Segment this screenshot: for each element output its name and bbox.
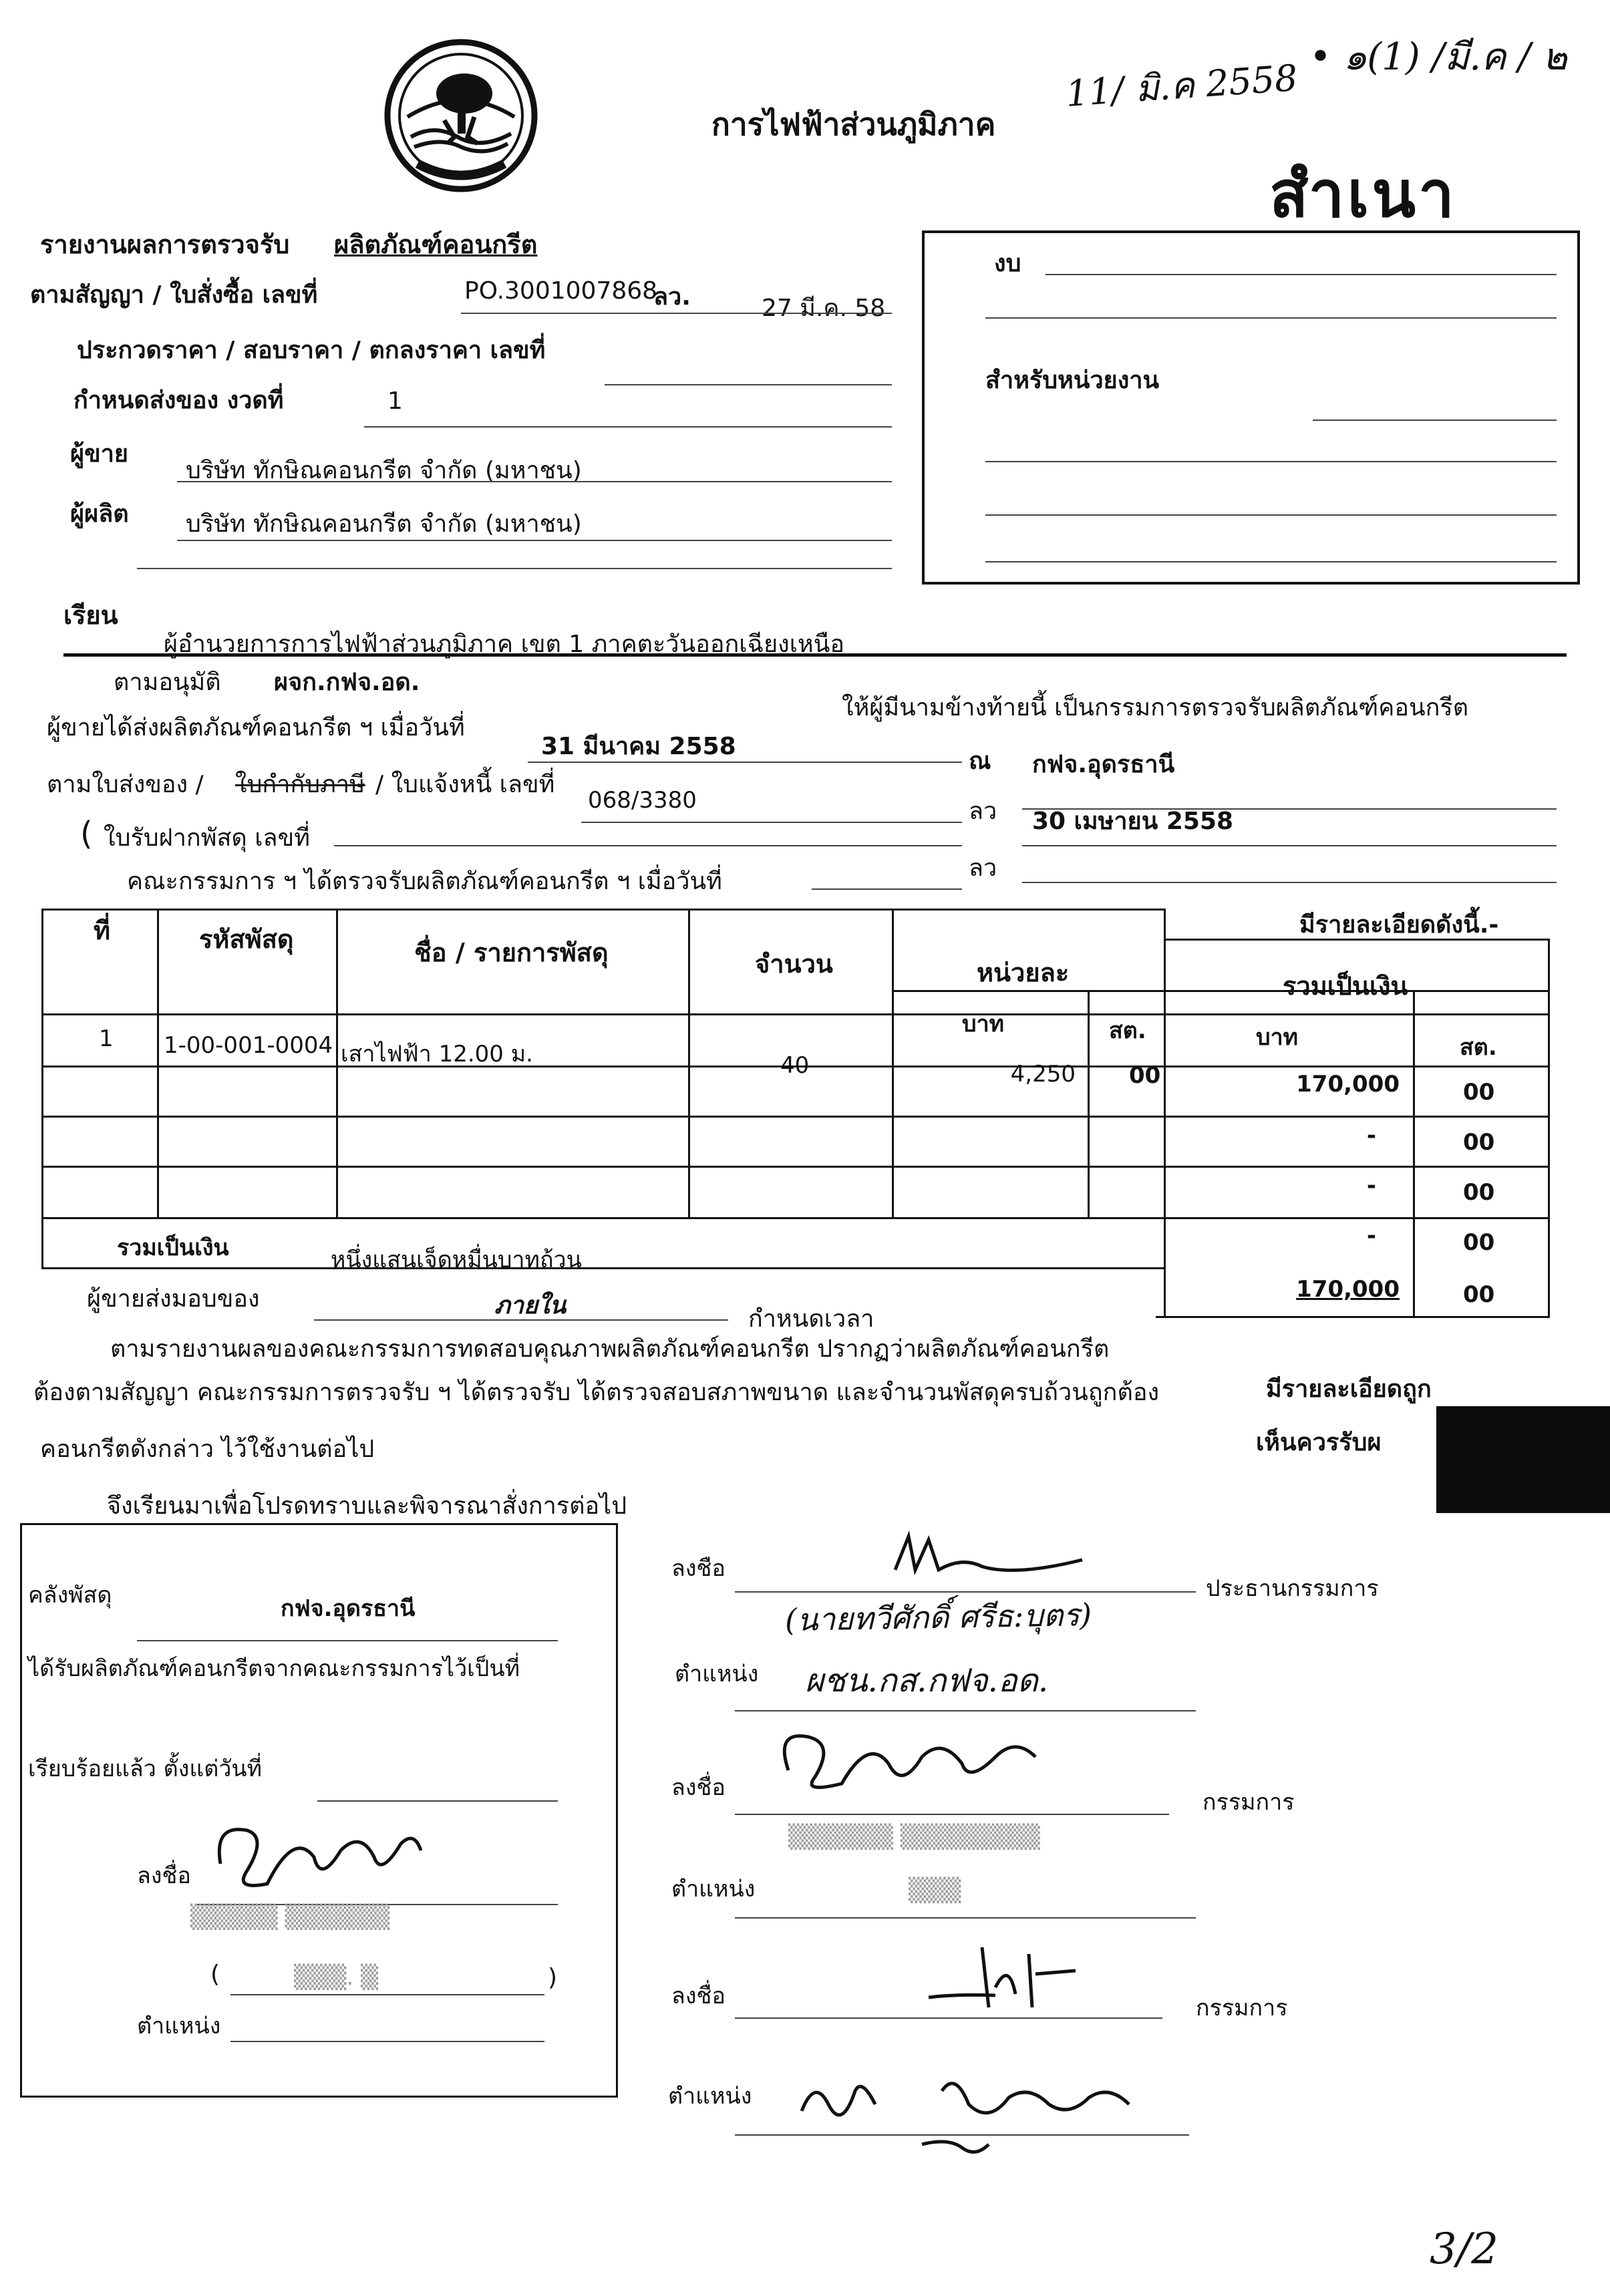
member1-position-label: ตำแหน่ง xyxy=(671,1876,756,1903)
sum-label: รวมเป็นเงิน xyxy=(117,1235,229,1261)
approval-value: ผจก.กฟจ.อด. xyxy=(274,669,420,696)
th-qty: จำนวน xyxy=(755,949,833,979)
deposit-label: ใบรับฝากพัสดุ เลขที่ xyxy=(104,824,310,852)
th-price-satang: สต. xyxy=(1109,1017,1146,1044)
unit-label: สำหรับหน่วยงาน xyxy=(985,367,1160,394)
cell-total-baht: 170,000 xyxy=(1296,1071,1400,1098)
cell-total-satang: 00 xyxy=(1463,1229,1495,1256)
cell-total-satang: 00 xyxy=(1463,1179,1495,1206)
para1-a: ตามรายงานผลของคณะกรรมการทดสอบคุณภาพผลิตภัณฑ์คอนกรีต ปรากฏว่าผลิตภัณฑ์คอนกรีต xyxy=(110,1335,1110,1363)
cell-total-satang: 00 xyxy=(1463,1079,1495,1106)
para4: จึงเรียนมาเพื่อโปรดทราบและพิจารณาสั่งการต่อไป xyxy=(107,1492,627,1520)
store-close-paren: ) xyxy=(548,1964,558,1991)
sent-label: ผู้ขายได้ส่งผลิตภัณฑ์คอนกรีต ฯ เมื่อวันที่ xyxy=(47,714,465,742)
cell-total-baht: - xyxy=(1366,1122,1376,1149)
member2-position-signature xyxy=(788,2064,1162,2167)
contract-label: ตามสัญญา / ใบสั่งซื้อ เลขที่ xyxy=(30,281,318,309)
org-name: การไฟฟ้าส่วนภูมิภาค xyxy=(711,106,996,142)
member2-position-label: ตำแหน่ง xyxy=(668,2083,752,2110)
sum-baht: 170,000 xyxy=(1296,1276,1400,1303)
store-signature xyxy=(207,1804,428,1907)
contract-date: 27 มี.ค. 58 xyxy=(762,295,886,322)
doc-label-b: / ใบแจ้งหนี้ เลขที่ xyxy=(375,771,555,798)
doc-date-label: ลว xyxy=(969,798,997,825)
deadline-label: กำหนดเวลา xyxy=(748,1305,874,1333)
para2: ต้องตามสัญญา คณะกรรมการตรวจรับ ฯ ได้ตรวจรับ ได้ตรวจสอบสภาพขนาด และจำนวนพัสดุครบถ้วนถูกต้อง xyxy=(33,1379,1160,1406)
cell-code: 1-00-001-0004 xyxy=(164,1032,333,1059)
chair-sign-label: ลงชือ xyxy=(671,1555,726,1582)
at-label: ณ xyxy=(969,748,991,775)
budget-box xyxy=(922,230,1580,585)
bid-label: ประกวดราคา / สอบราคา / ตกลงราคา เลขที่ xyxy=(77,337,546,364)
sent-date: 31 มีนาคม 2558 xyxy=(541,733,736,760)
th-price-baht: บาท xyxy=(962,1011,1005,1037)
maker-label: ผู้ผลิต xyxy=(70,500,129,528)
doc-label-a: ตามใบส่งของ / xyxy=(47,771,204,798)
sum-satang: 00 xyxy=(1463,1281,1495,1308)
seller-label: ผู้ขาย xyxy=(70,440,129,468)
store-label: คลังพัสดุ xyxy=(28,1582,112,1609)
report-title-prefix: รายงานผลการตรวจรับ xyxy=(40,230,290,259)
cell-qty: 40 xyxy=(780,1052,810,1079)
member2-sign-label: ลงชื่อ xyxy=(671,1983,726,2009)
to-text: ผู้อำนวยการการไฟฟ้าส่วนภูมิภาค เขต 1 ภาคตะวันออกเฉียงเหนือ xyxy=(164,631,845,658)
chair-signature xyxy=(882,1530,1096,1593)
deposit-date-label: ลว xyxy=(969,854,997,882)
member1-sign-label: ลงชื่อ xyxy=(671,1774,726,1801)
copy-stamp: สำเนา xyxy=(1269,157,1457,232)
store-value: กฟจ.อุดรธานี xyxy=(281,1595,416,1622)
para1-b: มีรายละเอียดถูก xyxy=(1266,1375,1432,1403)
chair-position-handwritten: ผชน.กส.กฟจ.อด. xyxy=(805,1662,1049,1699)
received-text: ได้รับผลิตภัณฑ์คอนกรีตจากคณะกรรมการไว้เป็นที่ xyxy=(28,1655,520,1682)
handwritten-date: 11/ มิ.ค 2558 xyxy=(1064,56,1299,116)
member2-label: กรรมการ xyxy=(1196,1995,1288,2021)
delivery-installment: 1 xyxy=(387,387,403,415)
maker-name: บริษัท ทักษิณคอนกรีต จำกัด (มหาชน) xyxy=(186,510,582,538)
chair-position-label: ตำแหน่ง xyxy=(675,1661,759,1687)
doc-no: 068/3380 xyxy=(588,787,697,814)
sum-words: หนึ่งแสนเจ็ดหมื่นบาทถ้วน xyxy=(331,1247,582,1273)
chair-name-handwritten: (นายทวีศักดิ์ ศรีธ:บุตร) xyxy=(784,1596,1092,1639)
member1-name-faint: ▒▒▒▒▒▒ ▒▒▒▒▒▒▒▒ xyxy=(788,1824,1040,1850)
approval-label: ตามอนุมัติ xyxy=(114,669,221,696)
cell-total-baht: - xyxy=(1366,1222,1376,1249)
contract-no: PO.3001007868 xyxy=(464,277,658,305)
page-number-handwritten: 3/2 xyxy=(1430,2225,1498,2274)
th-no: ที่ xyxy=(94,916,111,945)
store-name-faint: ▒▒▒▒▒ ▒▒▒▒▒▒ xyxy=(190,1904,390,1931)
delivery-label: กำหนดส่งของ งวดที่ xyxy=(73,387,284,414)
handwritten-ref: • ๑(1) /มี.ค / ๒ xyxy=(1309,35,1567,79)
member2-signature xyxy=(915,1934,1116,2023)
since-text: เรียบร้อยแล้ว ตั้งแต่วันที่ xyxy=(28,1756,263,1782)
cell-price-baht: 4,250 xyxy=(1010,1061,1076,1088)
deposit-bracket: ( xyxy=(80,815,93,852)
at-place: กฟจ.อุดรธานี xyxy=(1032,751,1175,778)
th-unit-price: หน่วยละ xyxy=(977,958,1070,987)
contract-date-label: ลว. xyxy=(653,283,691,311)
th-total: รวมเป็นเงิน xyxy=(1283,971,1408,1001)
member1-label: กรรมการ xyxy=(1202,1789,1295,1816)
doc-date: 30 เมษายน 2558 xyxy=(1032,808,1234,835)
to-label: เรียน xyxy=(63,601,118,630)
para3: คอนกรีตดังกล่าว ไว้ใช้งานต่อไป xyxy=(40,1436,375,1463)
store-paren-faint: ▒▒▒. ▒ xyxy=(294,1964,379,1991)
details-label: มีรายละเอียดดังนี้.- xyxy=(1299,911,1499,939)
chair-label: ประธานกรรมการ xyxy=(1206,1575,1379,1602)
seller-name: บริษัท ทักษิณคอนกรีต จำกัด (มหาชน) xyxy=(186,457,582,484)
member1-signature xyxy=(768,1717,1049,1800)
cell-total-baht: - xyxy=(1366,1172,1376,1199)
committee-text: ให้ผู้มีนามข้างท้ายนี้ เป็นกรรมการตรวจรับผลิตภัณฑ์คอนกรีต xyxy=(842,694,1469,721)
th-code: รหัสพัสดุ xyxy=(199,925,294,954)
redaction-block xyxy=(1436,1406,1610,1513)
cell-no: 1 xyxy=(99,1025,114,1052)
inspected-label: คณะกรรมการ ฯ ได้ตรวจรับผลิตภัณฑ์คอนกรีต ฯ เมื่อวันที่ xyxy=(127,868,722,895)
th-name: ชื่อ / รายการพัสดุ xyxy=(414,938,609,967)
store-open-paren: ( xyxy=(210,1961,220,1988)
th-total-satang: สต. xyxy=(1460,1034,1497,1061)
doc-label-strike: ใบกำกับภาษี xyxy=(235,771,365,798)
deliver-value: ภายใน xyxy=(494,1292,567,1319)
pea-emblem-icon xyxy=(381,37,541,194)
cell-name: เสาไฟฟ้า 12.00 ม. xyxy=(341,1041,533,1068)
store-position-label: ตำแหน่ง xyxy=(137,2013,221,2039)
member1-position-faint: ▒▒▒ xyxy=(909,1877,961,1904)
report-title-item: ผลิตภัณฑ์คอนกรีต xyxy=(334,230,538,259)
budget-label: งบ xyxy=(994,250,1021,277)
deliver-label: ผู้ขายส่งมอบของ xyxy=(87,1285,260,1313)
th-total-baht: บาท xyxy=(1256,1024,1299,1051)
cell-total-satang: 00 xyxy=(1463,1129,1495,1156)
store-sign-label: ลงชื่อ xyxy=(137,1862,191,1889)
para2-b: เห็นควรรับผ xyxy=(1256,1429,1382,1456)
cell-price-satang: 00 xyxy=(1129,1062,1161,1089)
